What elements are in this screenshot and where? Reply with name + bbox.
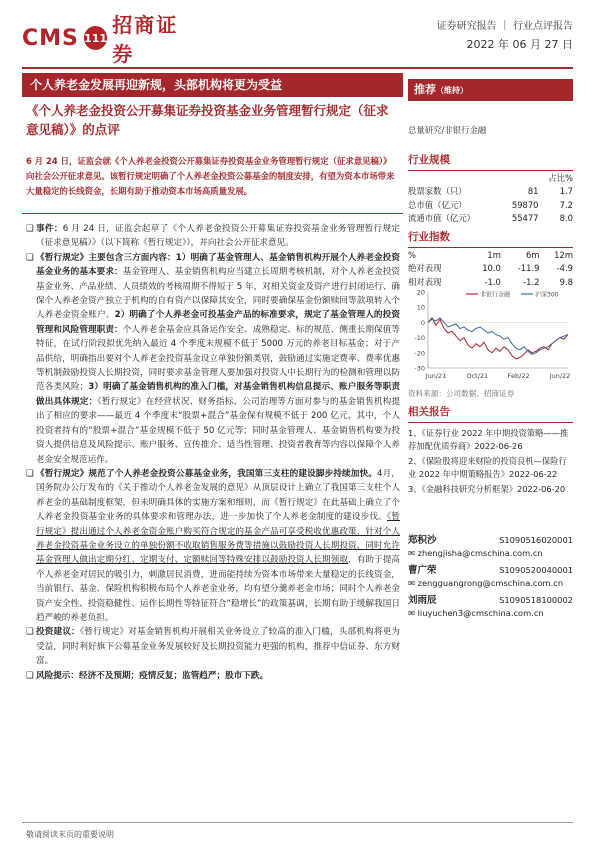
logo-text: CMS [22,25,79,51]
company-logo [22,13,198,66]
cell: -11.9 [517,263,540,274]
logo-chinese-name: 招商证券 [112,13,179,66]
report-subtitle: 《个人养老金投资公开募集证券投资基金业务管理暂行规定（征求意见稿）》的点评 [26,103,389,137]
industry-scale-table [408,171,573,225]
related-report-item[interactable]: 2、《保险股将迎来财险的投资良机—保险行业 2022 年中期策略报告》2022-06-22 [408,456,567,479]
risk-text: 风险提示：经济不及预期；疫情反复；监管趋严；股市下跌。 [36,670,269,681]
rating-label: 推荐 [414,83,436,96]
row-value: 81 [527,186,539,197]
col-head: 6m [525,249,540,260]
x-tick-label: Oct/21 [466,372,489,380]
y-tick-label: -30 [414,364,425,373]
footer-divider [22,822,573,823]
x-tick-label: Jun/22 [549,372,571,380]
analyst-card [408,594,573,620]
row-pct: 8.0 [559,213,573,224]
cell: -1.0 [484,276,501,287]
table-row [408,185,573,199]
col-head: 12m [554,249,573,260]
analyst-email[interactable]: zhengjisha@cmschina.com.cn [417,548,543,558]
bullet-content [26,251,400,467]
x-tick-label: Feb/22 [507,372,530,380]
row-name: 流通市值（亿元） [408,213,475,224]
analyst-list [408,534,573,620]
industry-index-section [408,229,573,289]
bullet-event [26,222,400,251]
series-line-0 [428,318,568,359]
table-row [408,262,573,276]
row-pct: 7.2 [559,199,573,210]
row-value: 55477 [511,213,539,224]
analyst-card [408,564,573,590]
industry-index-title: 行业指数 [408,229,573,248]
logo-mark-icon: 111 [84,26,107,50]
email-icon: ✉ [408,608,418,618]
analyst-card [408,534,573,560]
y-tick-label: 0 [420,318,425,327]
report-date: 2022 年 06 月 27 日 [466,38,573,51]
header-divider [22,67,573,69]
summary-divider [22,213,403,214]
email-icon: ✉ [408,578,418,588]
analyst-id: S1090520040001 [499,565,573,575]
analyst-email[interactable]: liuyuchen3@cmschina.com.cn [417,608,544,618]
investment-text: 《暂行规定》对基金销售机构开展相关业务设立了较高的准入门槛，头部机构将更为受益，同时利好旗下公募基金业务发展较好及长期投资能力更强的机构，推荐中信证券、东方财富。 [36,627,400,667]
bullet-icon: ❑ [26,252,34,263]
legend-label: 沪深300 [535,291,559,299]
sector-label: 总量研究/非银行金融 [408,125,487,135]
pillar-a: 4月，国务院办公厅发布的《关于推动个人养老金发展的意见》从顶层设计上确立了我国第三支柱个人养老金的基础制度框架，但未明确具体的实施方案和细则，而《暂行规定》在此基础上确立了个人养老金投资基金业务的具体要求和管理办法，进一步加快了个人养老金制度的建设步伐。 [36,468,400,523]
content-a: 基金管理人、基金销售机构应当建立长周期考核机制，对个人养老金投资基金业务、产品业绩、人员绩效的考核周期不得短于 5 年，对相关资金及资产进行封闭运行、确保个人养老金资产独立于机构的自有资产以保障其安全，同时要确保基金份额赎回等款项转入个人养老金资金账户。 [36,267,400,321]
industry-index-table [408,248,573,289]
col-head: 1m [487,249,501,260]
row-name: 股票家数（只） [408,186,467,197]
content-b: 个人养老金基金应具备运作安全、成熟稳定、标的规范、侧重长期保值等特征，在试行阶段拟优先纳入最近 4 个季度末规模不低于 5000 万元的养老目标基金；对于产品供给，明确指出要对个人养老金投资基金设立单独份额类别，鼓励通过实施定费率、费率优惠等机制鼓励投资人长期投资，同时要求基金管理人要加强对投资人中长期行为的检测和管理以防范各类风险； [36,324,400,393]
pillar-lead: 《暂行规定》规范了个人养老金投资公募基金业务，我国第三支柱的建设脚步持续加快。 [36,468,378,479]
y-tick-label: -10 [414,334,425,343]
bullet-icon: ❑ [26,224,34,234]
analyst-id: S1090516020001 [499,535,573,545]
related-report-item[interactable]: 1、《证券行业 2022 年中期投资策略——推荐加配优质券商》2022-06-26 [408,428,569,451]
cell: 10.0 [482,263,501,274]
y-tick-label: 10 [416,303,425,312]
pillar-c: ，有助于提高个人养老金对居民的吸引力，刺激居民消费，进而能持续为资本市场带来大量稳定的长线资金，当前银行、基金、保险机构积极布局个人养老金业务，均有望分羹养老金市场；同时个人养老金资产安全性、投资稳健性、运作长期性等特征符合“稳增长”的政策基调，长期有助于缓解我国日趋严峻的养老负担。 [36,555,400,623]
industry-index-chart [408,284,573,384]
analyst-name: 郑积沙 [408,535,437,546]
cell: -1.2 [523,276,540,287]
bullet-icon: ❑ [26,627,34,638]
bullet-risk [26,669,400,683]
bullet-icon: ❑ [26,670,34,681]
industry-scale-section [408,152,573,225]
row-pct: 1.7 [559,186,573,197]
analyst-email[interactable]: zengguangrong@cmschina.com.cn [417,578,564,588]
table-row [408,212,573,226]
report-type: 证券研究报告 ｜ 行业点评报告 [436,21,573,32]
row-value: 59870 [511,199,539,210]
related-title: 相关报告 [408,404,573,423]
event-lead: 事件： [36,224,63,234]
chart-source: 资料来源：公司数据、招商证券 [408,389,515,398]
rating-sub: （维持） [436,86,468,95]
y-tick-label: 20 [416,288,425,297]
cell: -4.9 [556,263,573,274]
related-report-item[interactable]: 3、《金融科技研究分析框架》2022-06-20 [408,484,566,494]
bullet-third-pillar [26,467,400,625]
col-head: % [408,249,416,260]
content-c: 《暂行规定》在经营状况、财务指标、公司治理等方面对参与的基金销售机构提出了相应的要求——最近 4 个季度末“股票+混合”基金保有规模不低于 200 亿元，其中，个人投资者持有的“股票+混合”基金规模不低于 50 亿元等；同时基金管理人、基金销售机构要为投资人提供信息及风险提示、账户服务、宣传推介、适当性管理、投资者教育等内容以保障个人养老金安全规范运作。 [36,396,400,465]
industry-scale-title: 行业规模 [408,152,573,171]
headline-banner: 个人养老金发展再迎新规，头部机构将更为受益 [22,73,403,97]
content-lead: 《暂行规定》主要包含三方面内容：1）明确了基金管理人、基金销售机构开展个人养老金投资基金业务的基本要求： [36,252,400,278]
bullet-investment [26,625,400,668]
analyst-name: 曹广荣 [408,565,437,576]
row-name: 相对表现 [408,276,442,287]
content-c-lead: 3）明确了基金销售机构的准入门槛，对基金销售机构信息提示、账户服务等职责做出具体规定： [36,382,400,407]
analyst-id: S1090518100002 [499,595,573,605]
investment-lead: 投资建议： [36,627,80,638]
analyst-name: 刘雨辰 [408,595,437,606]
y-tick-label: -20 [414,349,425,358]
related-reports-section [408,404,573,496]
row-name: 总市值（亿元） [408,199,467,210]
bullet-icon: ❑ [26,468,34,479]
row-name: 绝对表现 [408,263,442,274]
content-b-lead: 2）明确了个人养老金可投基金产品的标准要求，规定了基金管理人的投资管理和风险管理职责： [36,310,400,335]
legend-label: 非银行金融 [480,291,511,299]
pct-header: 占比% [548,172,573,183]
email-icon: ✉ [408,548,418,558]
summary-paragraph: 6 月 24 日，证监会就《个人养老金投资公开募集证券投资基金业务管理暂行规定（征求意见稿）》向社会公开征求意见。该暂行规定明确了个人养老金投资公募基金的制度安排，有望为资本市场带来大量稳定的长线资金，长期有助于推动资本市场高质量发展。 [26,156,395,196]
report-body [26,222,400,683]
footer-note: 敬请阅读末页的重要说明 [26,830,114,839]
pillar-b: 《暂行规定》提出通过个人养老金资金账户购买符合规定的基金产品可享受税收优惠政策，针对个人养老金投资基金业务设立的单独份额不收取销售服务费等措施以鼓励投资人长期投资，同时允许基金管理人做出定期分红、定期支付、定额赎回等特殊安排以鼓励投资人长期领取 [36,512,400,566]
rating-box [408,79,573,101]
table-row [408,198,573,212]
cell: 9.8 [559,276,573,287]
event-text: 6 月 24 日，证监会起草了《个人养老金投资公开募集证券投资基金业务管理暂行规定（征求意见稿）》（以下简称《暂行规定》），并向社会公开征求意见。 [36,224,400,249]
report-header-info [437,17,573,52]
x-tick-label: Jun/21 [425,372,447,380]
